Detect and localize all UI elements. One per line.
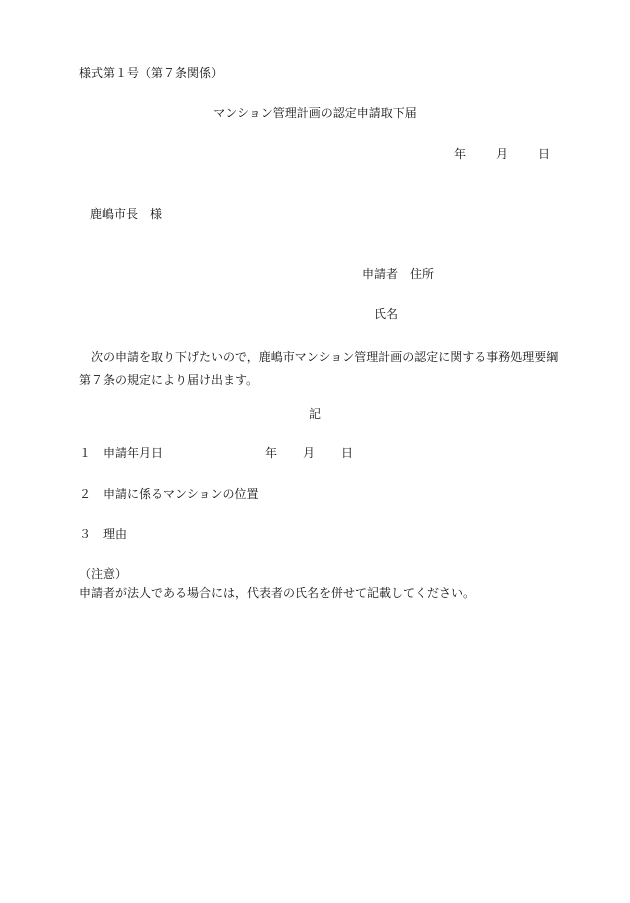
note-text: 申請者が法人である場合には，代表者の氏名を併せて記載してください。 — [79, 586, 476, 600]
ki-heading: 記 — [308, 407, 321, 421]
addressee: 鹿嶋市長 様 — [90, 207, 163, 221]
applicant-address-label: 申請者 住所 — [362, 267, 435, 281]
applicant-name-label: 氏名 — [374, 307, 399, 321]
item-mansion-location — [79, 485, 258, 504]
date-month-label: 月 — [303, 446, 316, 460]
item-label: 申請に係るマンションの位置 — [103, 487, 259, 501]
date-month-label: 月 — [495, 147, 508, 161]
item-number: ３ — [79, 527, 92, 541]
date-day-label: 日 — [341, 446, 354, 460]
item-number: １ — [79, 446, 92, 460]
item-application-date — [79, 444, 354, 463]
note-heading: （注意） — [79, 567, 128, 581]
item-label: 申請年月日 — [103, 446, 164, 460]
date-year-label: 年 — [265, 446, 278, 460]
submission-date-line — [454, 145, 550, 164]
date-day-label: 日 — [537, 147, 550, 161]
item-number: ２ — [79, 487, 92, 501]
item-label: 理由 — [103, 527, 128, 541]
date-year-label: 年 — [453, 147, 466, 161]
form-number: 様式第１号（第７条関係） — [79, 66, 224, 80]
item-reason — [79, 525, 127, 544]
body-text: 次の申請を取り下げたいので，鹿嶋市マンション管理計画の認定に関する事務処理要綱第７条の規定により届け出ます。 — [79, 350, 559, 387]
application-date-fields — [265, 444, 353, 463]
document-title: マンション管理計画の認定申請取下届 — [213, 106, 417, 120]
